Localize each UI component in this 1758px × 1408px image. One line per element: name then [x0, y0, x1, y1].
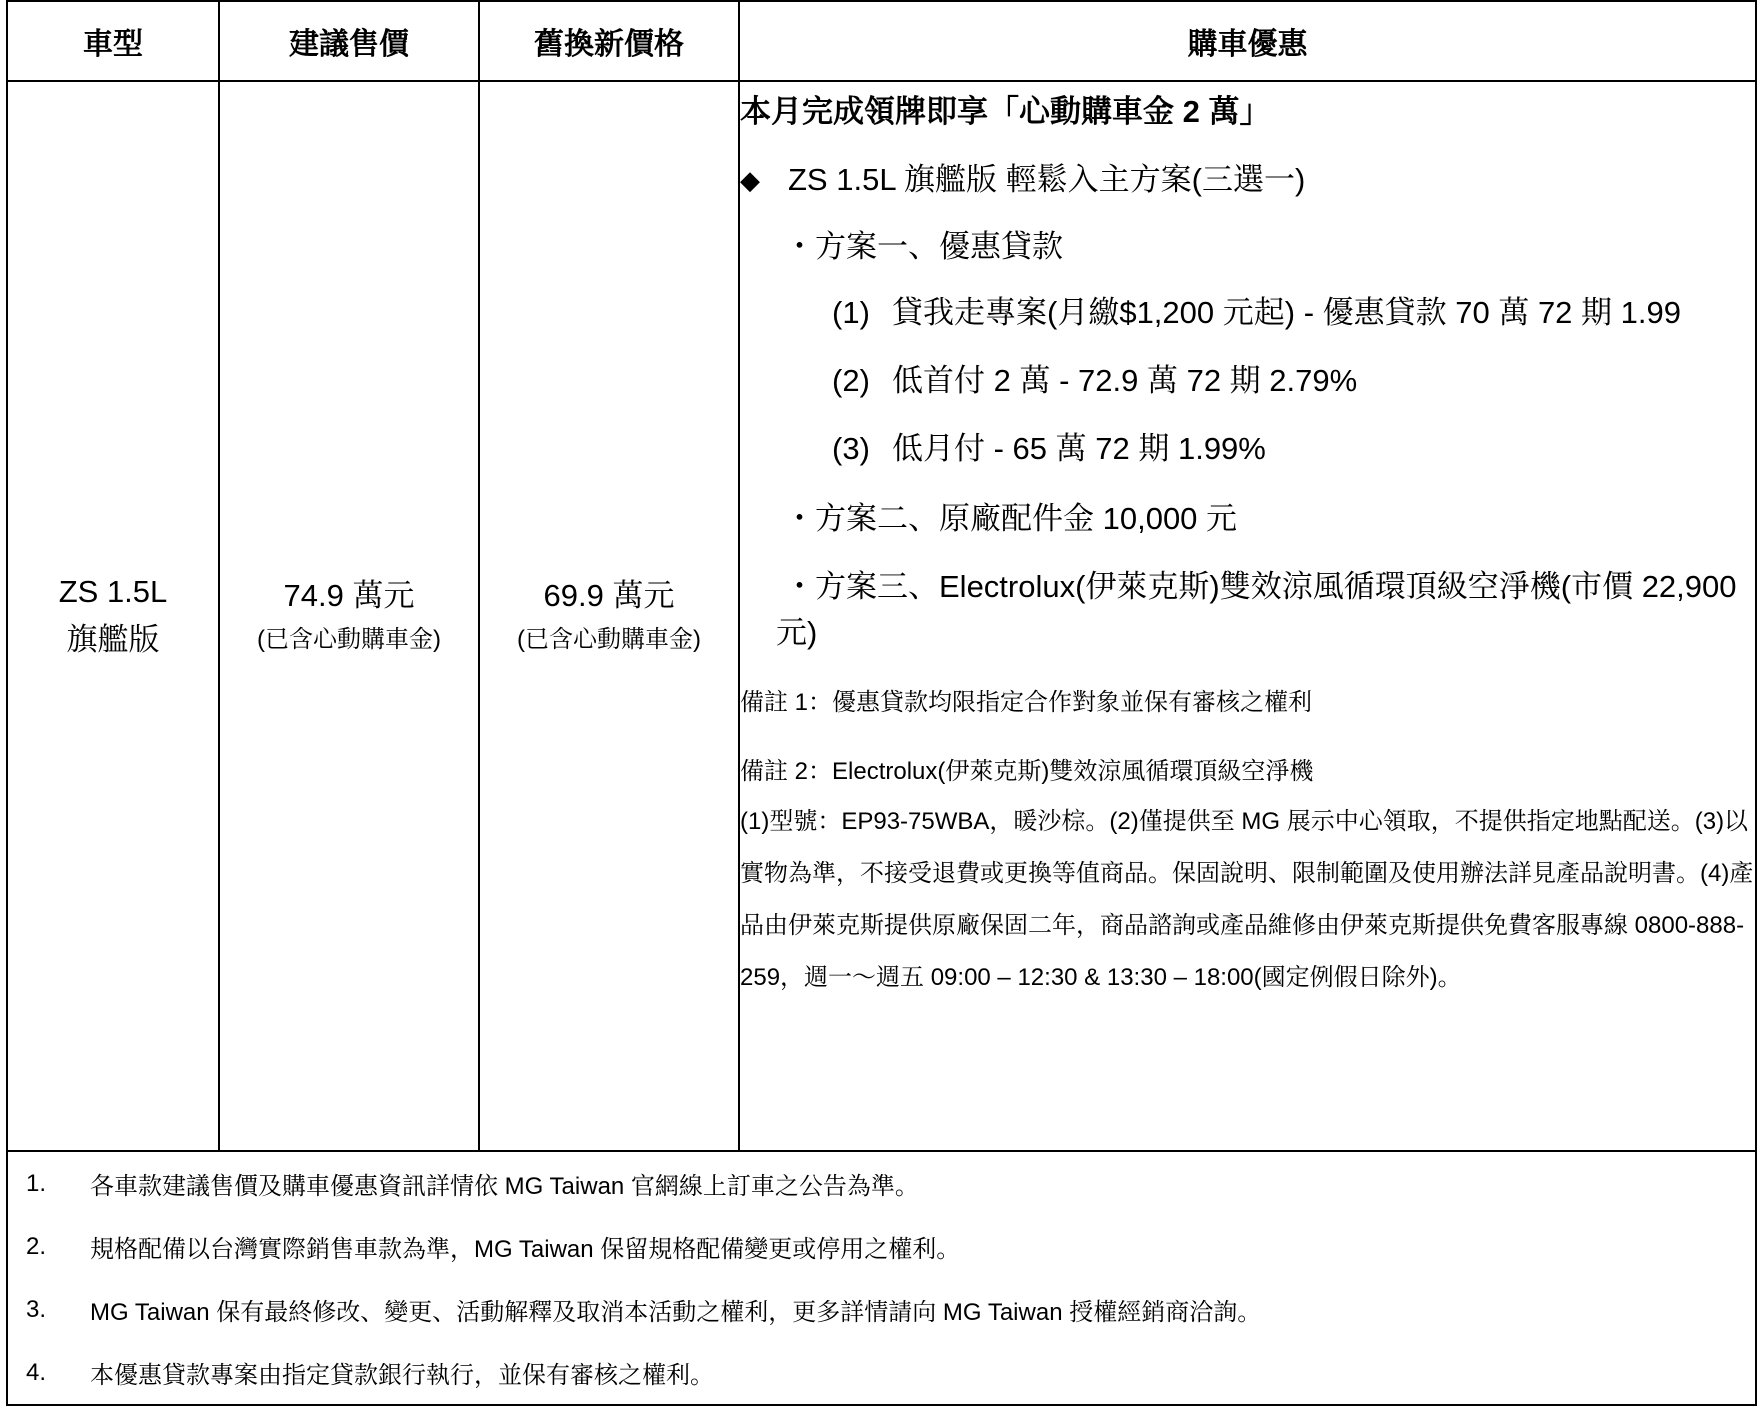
- promo-table: [6, 0, 1757, 1406]
- footnote: [8, 1278, 1755, 1341]
- footnote: [8, 1341, 1755, 1404]
- plan-title-line: [740, 158, 1755, 202]
- sub-text: 低月付 - 65 萬 72 期 1.99%: [892, 431, 1266, 466]
- sub-text: 貸我走專案(月繳$1,200 元起) - 優惠貸款 70 萬 72 期 1.99: [892, 295, 1681, 330]
- header-row: [7, 1, 1756, 81]
- footnote: [8, 1152, 1755, 1215]
- model-cell: [7, 81, 219, 1151]
- sub-number: (3): [832, 431, 870, 466]
- tradein-cell: [479, 81, 739, 1151]
- footnote: [8, 1215, 1755, 1278]
- header-offers: 購車優惠: [739, 1, 1756, 81]
- plan-title: ZS 1.5L 旗艦版 輕鬆入主方案(三選一): [788, 162, 1306, 197]
- footnote-text: 本優惠貸款專案由指定貸款銀行執行，並保有審核之權利。: [90, 1362, 714, 1389]
- footnote-number: 3.: [26, 1295, 47, 1323]
- tradein-note: (已含心動購車金): [517, 626, 701, 653]
- sub-text: 低首付 2 萬 - 72.9 萬 72 期 2.79%: [892, 363, 1358, 398]
- model-trim: 旗艦版: [66, 622, 160, 657]
- msrp-cell: [219, 81, 479, 1151]
- footer-row: [7, 1151, 1756, 1405]
- model-row: [7, 81, 1756, 1151]
- option-2: ・方案二、原廠配件金 10,000 元: [784, 501, 1238, 536]
- header-msrp: 建議售價: [219, 1, 479, 81]
- footnote-number: 4.: [26, 1358, 47, 1386]
- footnote-number: 2.: [26, 1232, 47, 1260]
- note-1: 備註 1：優惠貸款均限指定合作對象並保有審核之權利: [740, 689, 1313, 716]
- msrp-value: 74.9 萬元: [283, 578, 415, 613]
- note-2-title: 備註 2：Electrolux(伊萊克斯)雙效涼風循環頂級空淨機: [740, 758, 1314, 785]
- option-1: ・方案一、優惠貸款: [784, 229, 1063, 264]
- header-model: 車型: [7, 1, 219, 81]
- footnote-text: 規格配備以台灣實際銷售車款為準，MG Taiwan 保留規格配備變更或停用之權利。: [90, 1236, 961, 1263]
- footnote-text: MG Taiwan 保有最終修改、變更、活動解釋及取消本活動之權利，更多詳情請向 MG Taiwan 授權經銷商洽詢。: [90, 1299, 1262, 1326]
- option-1-sub-3: [740, 424, 1755, 474]
- offer-headline: 本月完成領牌即享「心動購車金 2 萬」: [740, 94, 1271, 129]
- header-tradein: 舊換新價格: [479, 1, 739, 81]
- sub-number: (2): [832, 363, 870, 398]
- option-1-sub-2: [740, 356, 1755, 406]
- diamond-bullet-icon: ◆: [740, 165, 760, 195]
- sub-number: (1): [832, 295, 870, 330]
- tradein-value: 69.9 萬元: [543, 578, 675, 613]
- note-2-body: (1)型號：EP93-75WBA，暖沙棕。(2)僅提供至 MG 展示中心領取，不提供指定地點配送。(3)以實物為準，不接受退費或更換等值商品。保固說明、限制範圍及使用辦法詳見產品說明書。(4)產品由伊萊克斯提供原廠保固二年，商品諮詢或產品維修由伊萊克斯提供免費客服專線 0800-888-259，週一～週五 09:00 – 12:30 & 13:30 – 18:00(國定例假日除外)。: [740, 808, 1754, 991]
- model-name: ZS 1.5L: [58, 574, 168, 609]
- option-1-sub-1: [740, 288, 1755, 338]
- footnotes-cell: [7, 1151, 1756, 1405]
- footnote-number: 1.: [26, 1169, 47, 1197]
- footnote-text: 各車款建議售價及購車優惠資訊詳情依 MG Taiwan 官網線上訂車之公告為準。: [90, 1173, 919, 1200]
- offers-cell: [739, 81, 1756, 1151]
- msrp-note: (已含心動購車金): [257, 626, 441, 653]
- option-3: ・方案三、Electrolux(伊萊克斯)雙效涼風循環頂級空淨機(市價 22,900 元): [776, 569, 1737, 650]
